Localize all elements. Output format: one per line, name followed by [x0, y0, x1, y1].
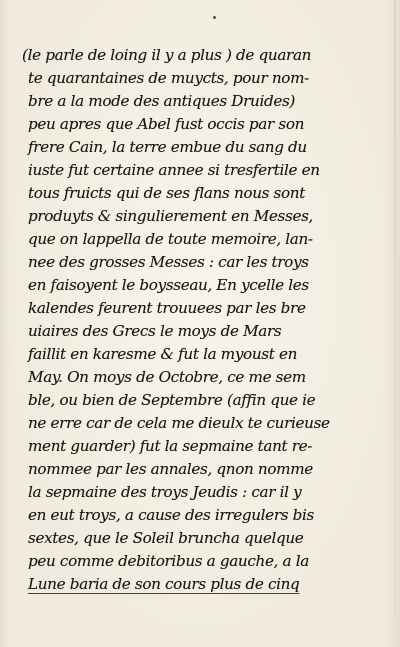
text-line-8: produyts & singulierement en Messes, [28, 207, 314, 225]
text-line-3: bre a la mode des antiques Druides) [28, 92, 295, 110]
text-line-22: sextes, que le Soleil bruncha quelque [28, 529, 304, 547]
body-text [22, 44, 380, 596]
text-line-21: en eut troys, a cause des irregulers bis [28, 506, 314, 524]
text-line-13: uiaires des Grecs le moys de Mars [28, 322, 282, 340]
text-line-12: kalendes feurent trouuees par les bre [28, 299, 306, 317]
text-line-11: en faisoyent le boysseau, En ycelle les [28, 276, 309, 294]
text-line-14: faillit en karesme & fut la myoust en [28, 345, 298, 363]
page-edge [394, 0, 396, 647]
text-line-18: ment guarder) fut la sepmaine tant re- [28, 437, 313, 455]
text-line-23: peu comme debitoribus a gauche, a la [28, 552, 309, 570]
text-line-2: te quarantaines de muycts, pour nom- [28, 69, 309, 87]
text-line-4: peu apres que Abel fust occis par son [28, 115, 305, 133]
text-line-5: frere Cain, la terre embue du sang du [28, 138, 307, 156]
text-line-19: nommee par les annales, qnon nomme [28, 460, 313, 478]
text-line-16: ble, ou bien de Septembre (affin que ie [28, 391, 316, 409]
ink-mark [213, 16, 216, 19]
text-line-24: Lune baria de son cours plus de cinq [28, 575, 300, 593]
text-line-17: ne erre car de cela me dieulx te curieuse [28, 414, 330, 432]
text-line-1: (le parle de loing il y a plus ) de quaran [22, 46, 312, 64]
text-line-20: la sepmaine des troys Jeudis : car il y [28, 483, 302, 501]
text-line-9: que on lappella de toute memoire, lan- [28, 230, 313, 248]
text-line-7: tous fruicts qui de ses flans nous sont [28, 184, 305, 202]
text-line-10: nee des grosses Messes : car les troys [28, 253, 309, 271]
text-line-6: iuste fut certaine annee si tresfertile en [28, 161, 320, 179]
text-line-15: May. On moys de Octobre, ce me sem [28, 368, 306, 386]
